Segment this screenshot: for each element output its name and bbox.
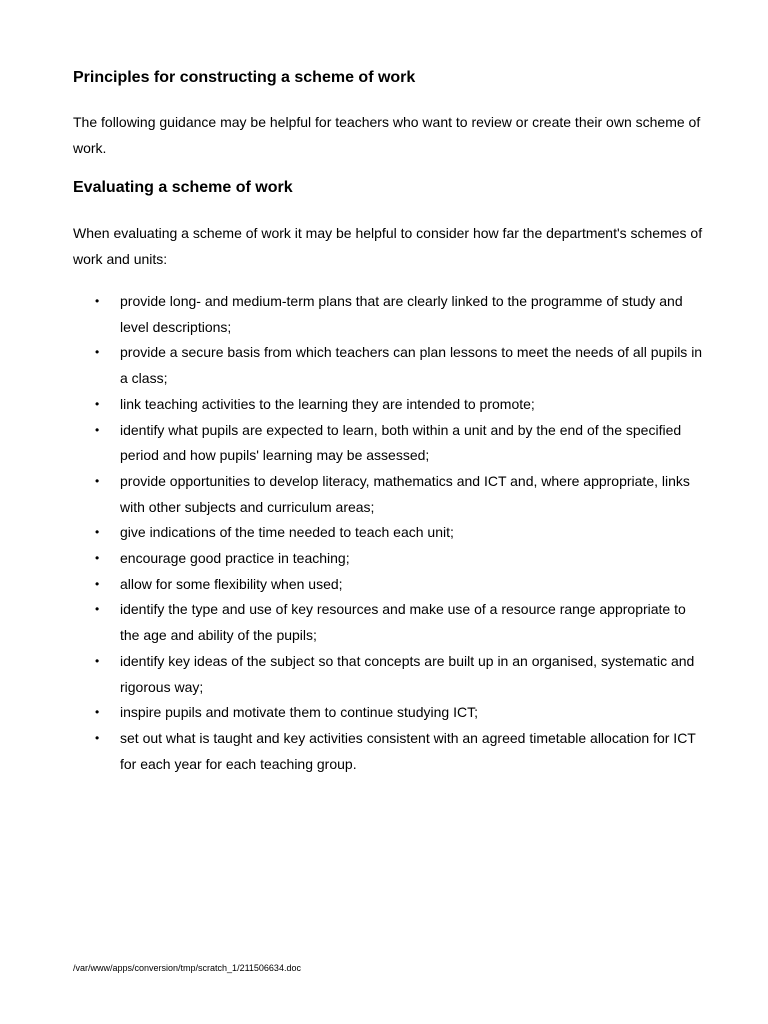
document-body bbox=[73, 68, 703, 777]
list-item bbox=[73, 700, 703, 726]
list-item bbox=[73, 572, 703, 598]
list-item bbox=[73, 392, 703, 418]
list-item bbox=[73, 520, 703, 546]
list-item-text: provide long- and medium-term plans that are clearly linked to the programme of study and level descriptions; bbox=[120, 293, 683, 335]
list-item bbox=[73, 649, 703, 700]
list-item-text: give indications of the time needed to teach each unit; bbox=[120, 524, 454, 541]
bullet-icon: • bbox=[95, 576, 100, 591]
intro-paragraph: The following guidance may be helpful for teachers who want to review or create their own scheme of work. bbox=[73, 114, 701, 156]
list-item-text: encourage good practice in teaching; bbox=[120, 550, 350, 567]
list-item-text: set out what is taught and key activities consistent with an agreed timetable allocation for ICT for each year for each teaching group. bbox=[120, 729, 696, 772]
document-title: Principles for constructing a scheme of work bbox=[73, 69, 416, 86]
bullet-icon: • bbox=[95, 473, 100, 488]
list-item-text: inspire pupils and motivate them to continue studying ICT; bbox=[120, 704, 478, 721]
list-item bbox=[73, 289, 703, 340]
bullet-list bbox=[73, 289, 703, 777]
bullet-icon: • bbox=[95, 653, 100, 668]
list-item-text: provide a secure basis from which teachers can plan lessons to meet the needs of all pupils in a class; bbox=[120, 344, 703, 387]
list-item bbox=[73, 726, 703, 777]
list-item-text: identify key ideas of the subject so that concepts are built up in an organised, systematic and rigorous way; bbox=[120, 652, 695, 695]
footer-file-path: /var/www/apps/conversion/tmp/scratch_1/211506634.doc bbox=[73, 963, 301, 973]
section-heading: Evaluating a scheme of work bbox=[73, 179, 293, 196]
list-item bbox=[73, 340, 703, 391]
bullet-icon: • bbox=[95, 551, 100, 566]
bullet-icon: • bbox=[95, 705, 100, 720]
list-item-text: identify the type and use of key resources and make use of a resource range appropriate to the age and ability of the pupils; bbox=[120, 601, 686, 644]
bullet-icon: • bbox=[95, 525, 100, 540]
bullet-icon: • bbox=[95, 422, 100, 437]
list-item bbox=[73, 418, 703, 469]
bullet-icon: • bbox=[95, 730, 100, 745]
list-item bbox=[73, 597, 703, 648]
list-item-text: provide opportunities to develop literacy, mathematics and ICT and, where appropriate, links with other subjects and curriculum areas; bbox=[120, 472, 690, 515]
bullet-icon: • bbox=[95, 345, 100, 360]
bullet-icon: • bbox=[95, 294, 100, 308]
bullet-icon: • bbox=[95, 602, 100, 617]
list-item bbox=[73, 469, 703, 520]
lead-paragraph: When evaluating a scheme of work it may be helpful to consider how far the department's schemes of work and units: bbox=[73, 225, 703, 267]
list-item bbox=[73, 546, 703, 572]
list-item-text: identify what pupils are expected to learn, both within a unit and by the end of the specified period and how pupils' learning may be assessed; bbox=[120, 421, 682, 464]
list-item-text: link teaching activities to the learning they are intended to promote; bbox=[120, 395, 535, 412]
list-item-text: allow for some flexibility when used; bbox=[120, 575, 343, 592]
bullet-icon: • bbox=[95, 396, 100, 411]
